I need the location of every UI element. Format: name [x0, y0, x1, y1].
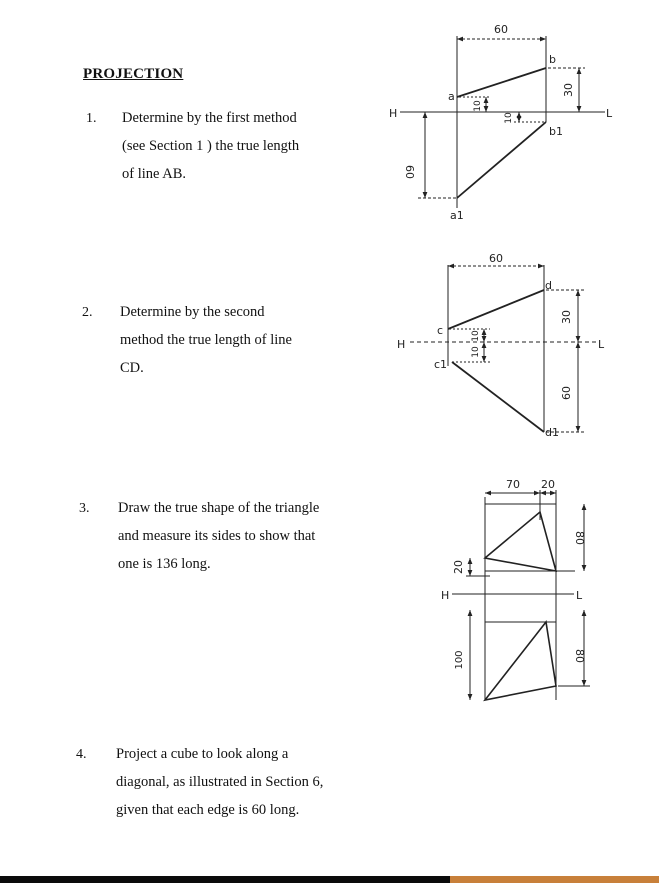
fig1-dim-left-label: 60 [403, 165, 416, 179]
fig2-label-d1: d1 [545, 426, 559, 439]
fig2-dim-small-b-label: 10 [471, 346, 481, 358]
fig3-dim-right-top-label: 80 [573, 531, 586, 545]
fig2-label-c1: c1 [434, 358, 448, 371]
fig3-dim-right-bottom-label: 80 [573, 649, 586, 663]
fig1-dim-top-label: 60 [494, 23, 508, 36]
fig1-line-a1b1 [457, 122, 546, 198]
fig3-label-h: H [441, 589, 450, 602]
fig2-label-c: c [437, 324, 444, 337]
question-1-line-3: of line AB. [122, 166, 187, 182]
fig3-dim-top-a-label: 70 [506, 478, 520, 491]
question-4-line-3: given that each edge is 60 long. [116, 802, 300, 818]
fig2-dim-right-top-label: 30 [560, 310, 573, 324]
fig1-dim-right-label: 30 [562, 83, 575, 97]
fig1-label-h: H [389, 107, 398, 120]
question-2-line-1: Determine by the second [120, 304, 265, 320]
fig2-dim-top-label: 60 [489, 252, 503, 265]
question-3-line-2: and measure its sides to show that [118, 528, 316, 544]
fig1-label-a: a [448, 90, 455, 103]
question-2-line-3: CD. [120, 360, 144, 376]
fig1-dim-small-a-label: 10 [473, 100, 483, 112]
question-3-line-1: Draw the true shape of the triangle [118, 500, 320, 516]
fig3-dim-left-mid-label: 20 [452, 560, 465, 574]
question-4-line-1: Project a cube to look along a [116, 746, 289, 762]
fig3-triangle-plan [485, 622, 556, 700]
question-1-line-1: Determine by the first method [122, 110, 297, 126]
fig2-line-cd [448, 290, 544, 329]
fig1-label-l: L [606, 107, 613, 120]
page-bottom-accent [450, 876, 659, 883]
fig3-label-l: L [576, 589, 583, 602]
figure-2-labels [397, 252, 605, 439]
question-1-number: 1. [86, 111, 97, 126]
fig3-triangle-elevation [485, 512, 556, 571]
fig2-dim-right-bottom-label: 60 [560, 386, 573, 400]
question-3-line-3: one is 136 long. [118, 556, 211, 572]
fig1-label-b1: b1 [549, 125, 563, 138]
figure-1-labels [389, 23, 613, 222]
question-2-number: 2. [82, 305, 93, 320]
fig1-dim-small-b-label: 10 [504, 112, 514, 124]
question-3-number: 3. [79, 501, 90, 516]
question-1-line-2: (see Section 1 ) the true length [122, 138, 300, 154]
fig3-dim-top-b-label: 20 [541, 478, 555, 491]
fig2-dim-small-a-label: 10 [471, 330, 481, 342]
fig1-label-b: b [549, 53, 556, 66]
question-4-number: 4. [76, 747, 87, 762]
fig2-label-l: L [598, 338, 605, 351]
fig1-line-ab [457, 68, 546, 97]
fig3-dim-left-bottom-label: 100 [454, 650, 465, 670]
figure-1 [400, 36, 605, 208]
question-2-line-2: method the true length of line [120, 332, 292, 348]
fig2-label-h: H [397, 338, 406, 351]
figure-3-labels [441, 478, 586, 670]
question-4-line-2: diagonal, as illustrated in Section 6, [116, 774, 324, 790]
fig2-line-c1d1 [452, 362, 544, 432]
page-heading: PROJECTION [83, 66, 184, 82]
figure-2 [410, 265, 598, 432]
fig2-label-d: d [545, 279, 552, 292]
figure-3 [452, 490, 590, 700]
fig1-label-a1: a1 [450, 209, 464, 222]
